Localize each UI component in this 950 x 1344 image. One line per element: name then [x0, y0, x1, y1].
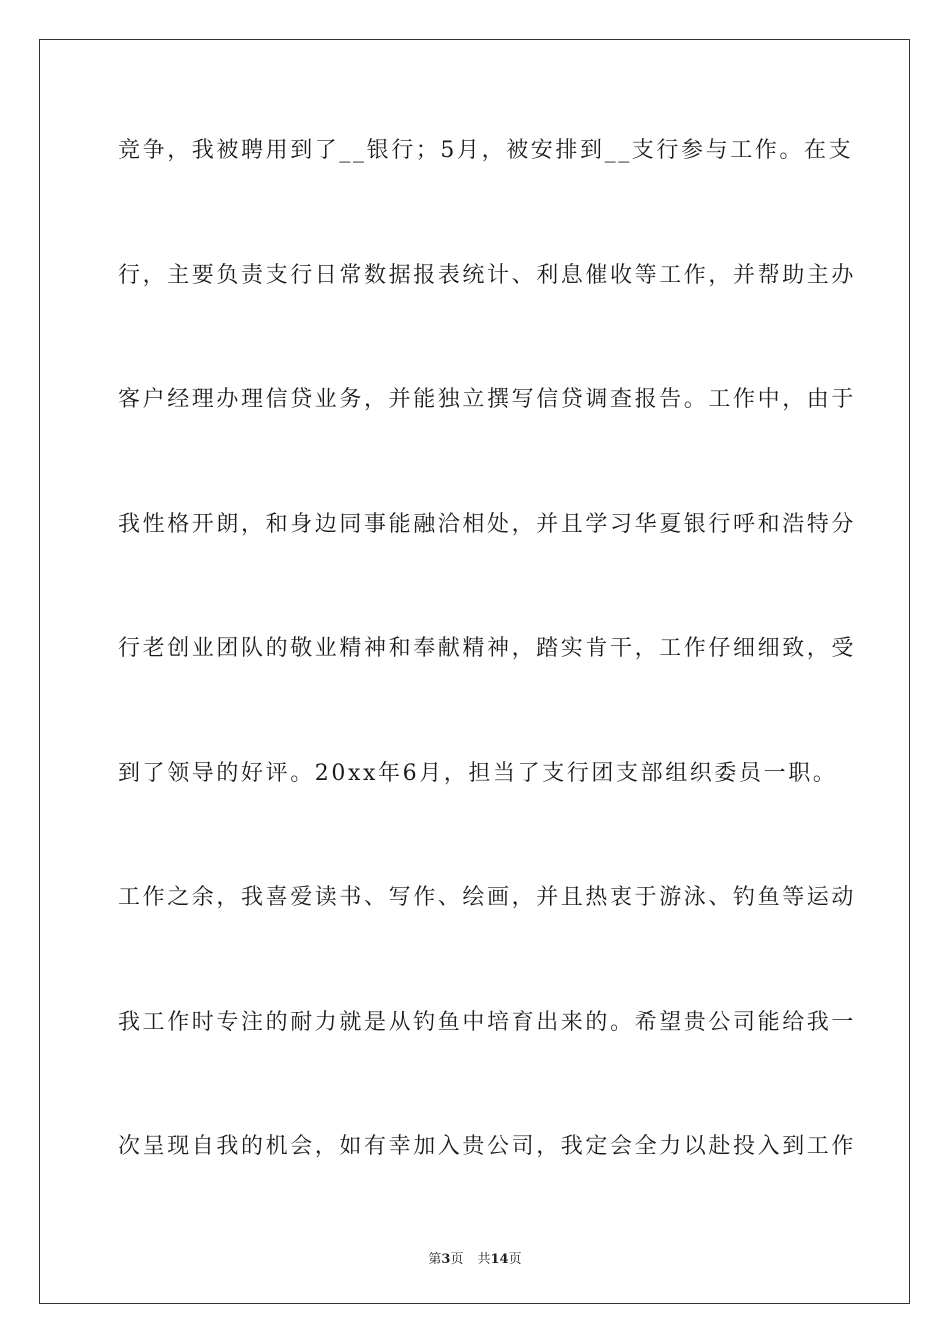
text-line: 行，主要负责支行日常数据报表统计、利息催收等工作，并帮助主办	[118, 262, 857, 288]
document-body	[118, 126, 857, 1247]
total-suffix: 页	[508, 1252, 522, 1267]
total-prefix: 共	[477, 1252, 491, 1267]
text-line: 工作之余，我喜爱读书、写作、绘画，并且热衷于游泳、钓鱼等运动	[118, 885, 857, 910]
text-line: 到了领导的好评。20xx年6月，担当了支行团支部组织委员一职。	[118, 760, 838, 786]
text-line: 行老创业团队的敬业精神和奉献精神，踏实肯干，工作仔细细致，受	[118, 636, 857, 661]
page-prefix: 第	[428, 1252, 442, 1267]
text-line: 我工作时专注的耐力就是从钓鱼中培育出来的。希望贵公司能给我一	[118, 1009, 857, 1035]
text-line: 客户经理办理信贷业务，并能独立撰写信贷调查报告。工作中，由于	[118, 387, 857, 412]
page-suffix: 页	[450, 1252, 464, 1267]
total-pages: 14	[490, 1252, 509, 1267]
text-line: 我性格开朗，和身边同事能融洽相处，并且学习华夏银行呼和浩特分	[118, 511, 857, 537]
text-line: 竞争，我被聘用到了__银行；5月，被安排到__支行参与工作。在支	[118, 138, 854, 163]
page-number: 3	[441, 1252, 451, 1267]
page-footer	[0, 1248, 950, 1267]
text-line: 次呈现自我的机会，如有幸加入贵公司，我定会全力以赴投入到工作	[118, 1134, 857, 1159]
